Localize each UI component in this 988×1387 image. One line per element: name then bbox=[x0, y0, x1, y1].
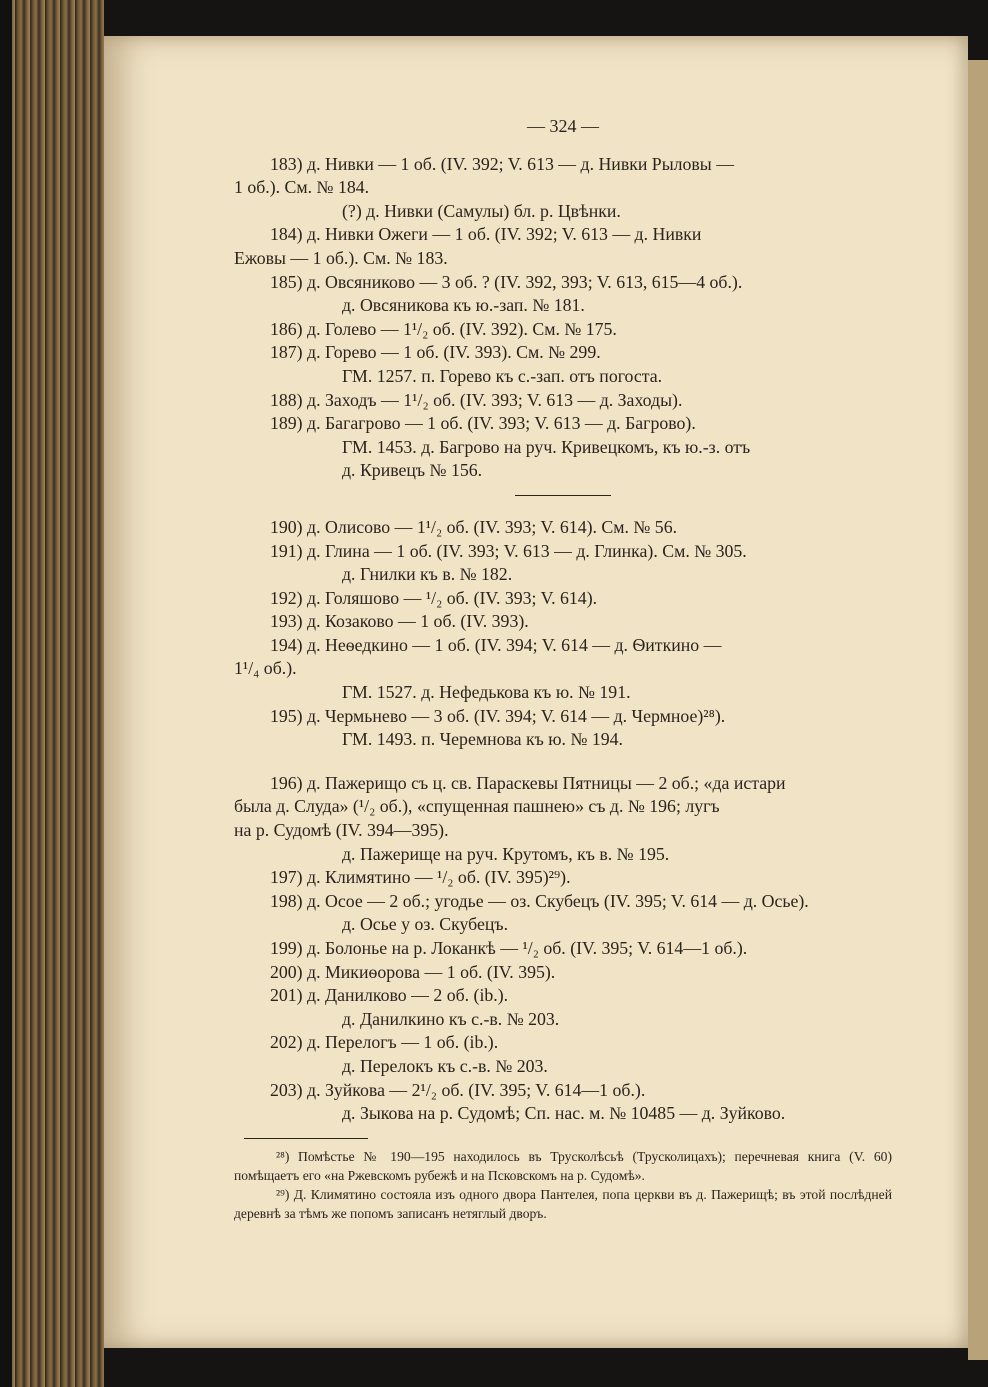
entry-line: 194) д. Неѳедкино — 1 об. (IV. 394; V. 614 — д. Ѳиткино — bbox=[270, 634, 722, 655]
entry-note: ГМ. 1527. д. Нефедькова къ ю. № 191. bbox=[342, 682, 631, 703]
entry-continuation: на р. Судомѣ (IV. 394—395). bbox=[234, 820, 449, 841]
book-edges bbox=[0, 0, 104, 1387]
entry-line: 185) д. Овсяниково — 3 об. ? (IV. 392, 393; V. 613, 615—4 об.). bbox=[270, 271, 743, 292]
entry-line: 198) д. Осое — 2 об.; угодье — оз. Скубецъ (IV. 395; V. 614 — д. Осье). bbox=[270, 890, 809, 911]
page-number: — 324 — bbox=[527, 116, 599, 136]
entry-continuation: 1¹/₄ об.). bbox=[234, 658, 297, 679]
entry-line: 188) д. Заходъ — 1¹/₂ об. (IV. 393; V. 613 — д. Заходы). bbox=[270, 389, 683, 410]
footnote-rule bbox=[244, 1138, 368, 1139]
entry-note: д. Овсяникова къ ю.-зап. № 181. bbox=[342, 295, 585, 316]
entry-line: 201) д. Данилково — 2 об. (ib.). bbox=[270, 985, 509, 1006]
entry-note: д. Данилкино къ с.-в. № 203. bbox=[342, 1008, 560, 1029]
entry-note: д. Осье у оз. Скубецъ. bbox=[342, 914, 509, 935]
entry-line: 183) д. Нивки — 1 об. (IV. 392; V. 613 — д. Нивки Рыловы — bbox=[270, 153, 734, 174]
entry-line: 184) д. Нивки Ожеги — 1 об. (IV. 392; V. 613 — д. Нивки bbox=[270, 224, 702, 245]
entry-continuation: 1 об.). См. № 184. bbox=[234, 177, 370, 198]
entry-note: (?) д. Нивки (Самулы) бл. р. Цвѣнки. bbox=[342, 200, 621, 221]
entry-line: 199) д. Болонье на р. Локанкѣ — ¹/₂ об. (IV. 395; V. 614—1 об.). bbox=[270, 938, 748, 958]
entry-line: 190) д. Олисово — 1¹/₂ об. (IV. 393; V. 614). См. № 56. bbox=[270, 516, 678, 537]
section-gap bbox=[234, 752, 892, 772]
entry-note: д. Зыкова на р. Судомѣ; Сп. нас. м. № 10485 — д. Зуйково. bbox=[342, 1103, 786, 1124]
entry-note: ГМ. 1493. п. Черемнова къ ю. № 194. bbox=[342, 729, 623, 750]
entry-line: 189) д. Багагрово — 1 об. (IV. 393; V. 613 — д. Багрово). bbox=[270, 413, 696, 434]
footnotes bbox=[234, 1147, 892, 1223]
entry-line: 196) д. Пажерищо съ ц. св. Параскевы Пятницы — 2 об.; «да истари bbox=[270, 772, 786, 793]
entry-continuation: была д. Слуда» (¹/₂ об.), «спущенная пашнею» съ д. № 196; лугъ bbox=[234, 796, 720, 817]
entry-line: 191) д. Глина — 1 об. (IV. 393; V. 613 — д. Глинка). См. № 305. bbox=[270, 540, 747, 561]
entry-line: 202) д. Перелогъ — 1 об. (ib.). bbox=[270, 1032, 499, 1053]
entry-line: 200) д. Микиѳорова — 1 об. (IV. 395). bbox=[270, 961, 556, 982]
entry-line: 197) д. Климятино — ¹/₂ об. (IV. 395)²⁹). bbox=[270, 867, 571, 888]
entry-line: 193) д. Козаково — 1 об. (IV. 393). bbox=[270, 611, 529, 632]
entry-line: 186) д. Голево — 1¹/₂ об. (IV. 392). См. № 175. bbox=[270, 318, 617, 339]
entry-note: д. Пажерище на руч. Крутомъ, къ в. № 195. bbox=[342, 843, 670, 864]
entry-note: ГМ. 1453. д. Багрово на руч. Кривецкомъ, къ ю.-з. отъ bbox=[342, 436, 751, 457]
entry-continuation: Ежовы — 1 об.). См. № 183. bbox=[234, 247, 448, 268]
section-separator bbox=[515, 495, 611, 496]
footnote: ²⁹) Д. Климятино состояла изъ одного двора Пантелея, попа церкви въ д. Пажерищѣ; въ этой послѣдней деревнѣ за тѣмъ же попомъ записанъ нетяглый дворъ. bbox=[234, 1186, 892, 1221]
entry-line: 203) д. Зуйкова — 2¹/₂ об. (IV. 395; V. 614—1 об.). bbox=[270, 1079, 646, 1100]
entry-list bbox=[234, 153, 892, 1126]
footnote: ²⁸) Помѣстье № 190—195 находилось въ Трусколѣсьѣ (Трусколицахъ); перечневая книга (V. 60) помѣщаетъ его «на Ржевскомъ рубежѣ и на Псковскомъ на р. Судомѣ». bbox=[234, 1148, 892, 1183]
page-content bbox=[234, 115, 892, 1223]
entry-note: д. Гнилки къ в. № 182. bbox=[342, 564, 513, 585]
entry-note: ГМ. 1257. п. Горево къ с.-зап. отъ погоста. bbox=[342, 365, 663, 386]
page-edge-right bbox=[968, 60, 988, 1360]
entry-line: 187) д. Горево — 1 об. (IV. 393). См. № 299. bbox=[270, 342, 601, 363]
entry-line: 192) д. Голяшово — ¹/₂ об. (IV. 393; V. 614). bbox=[270, 587, 598, 608]
entry-line: 195) д. Чермьнево — 3 об. (IV. 394; V. 614 — д. Чермное)²⁸). bbox=[270, 705, 726, 726]
entry-note: д. Кривецъ № 156. bbox=[342, 460, 483, 481]
entry-note: д. Перелокъ къ с.-в. № 203. bbox=[342, 1055, 548, 1076]
